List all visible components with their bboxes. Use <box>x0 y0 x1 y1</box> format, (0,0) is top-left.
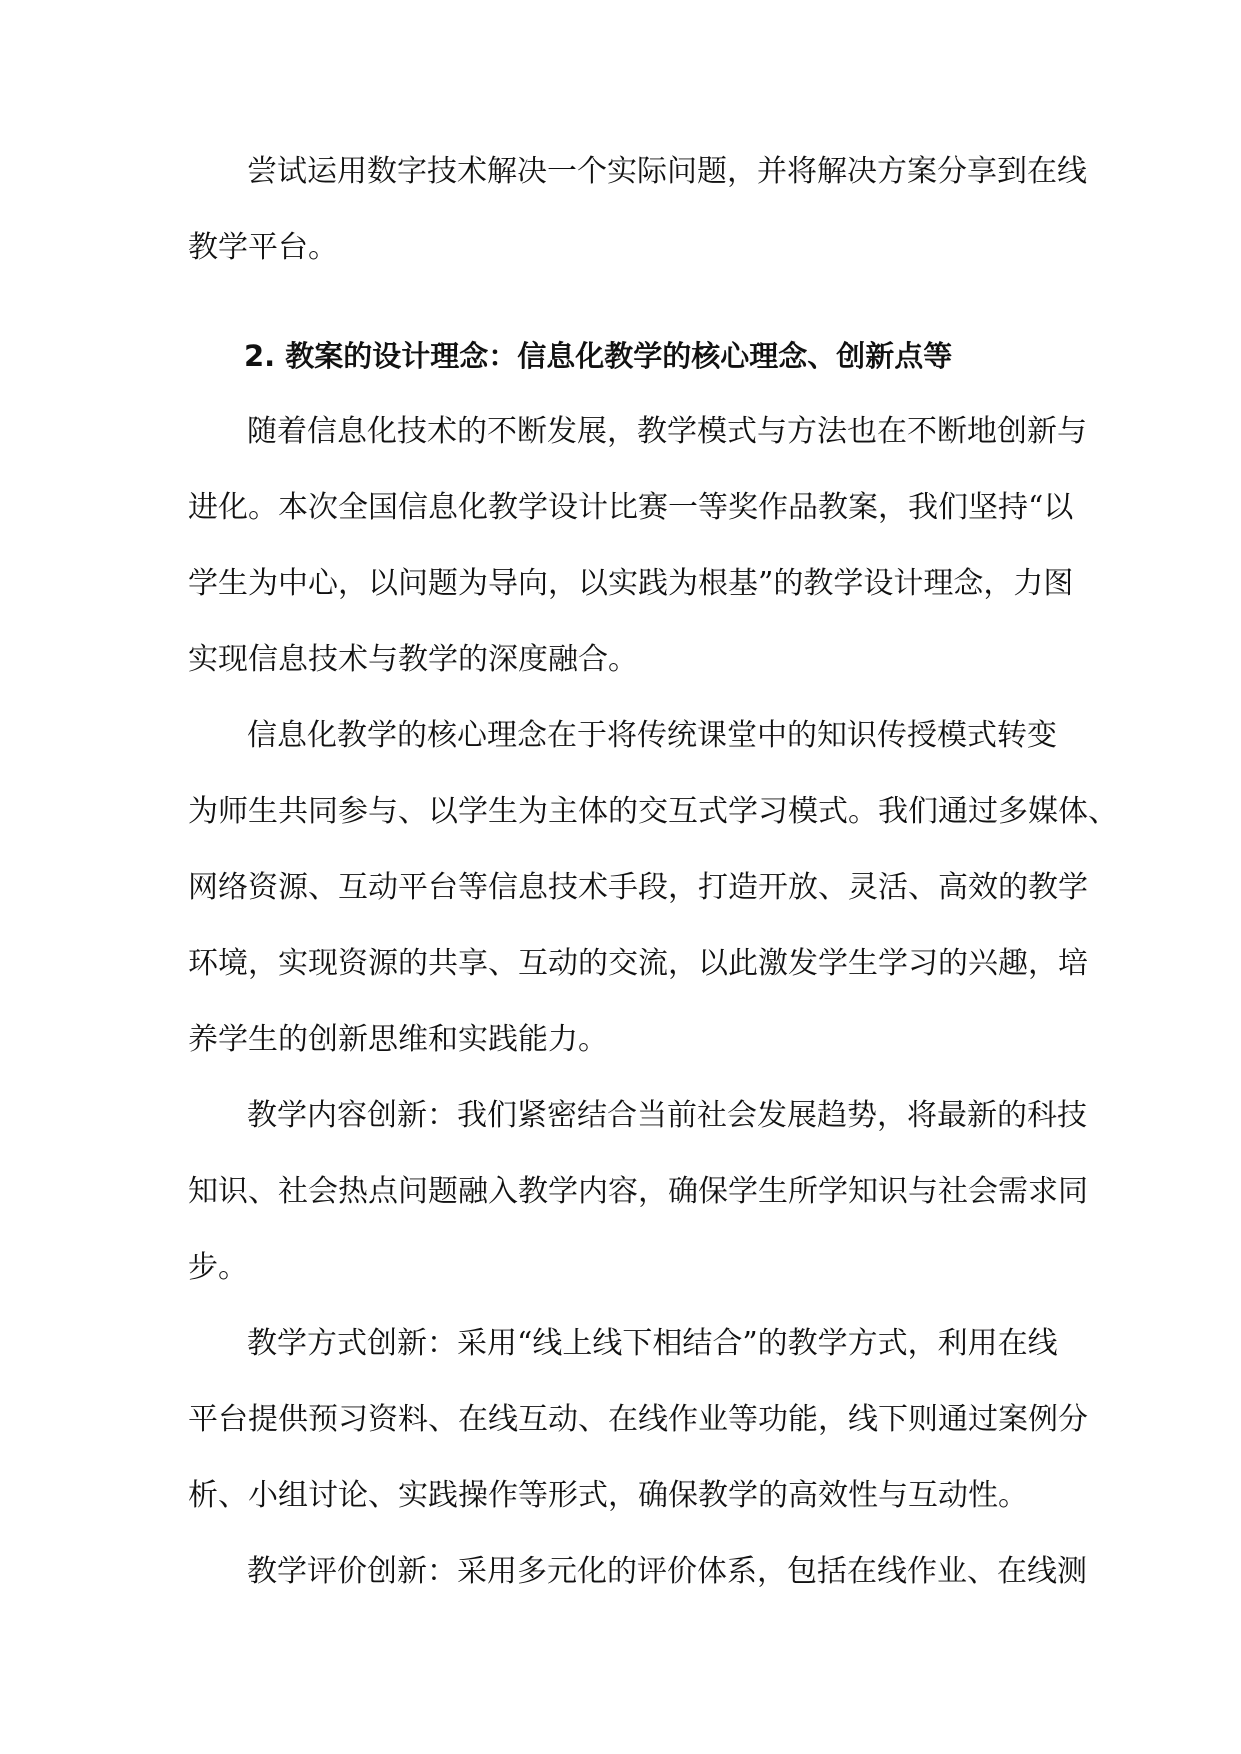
paragraph-line: 步。 <box>188 1250 248 1285</box>
paragraph-line: 为师生共同参与、以学生为主体的交互式学习模式。我们通过多媒体、 <box>188 794 1118 829</box>
paragraph-line: 教学平台。 <box>188 230 338 265</box>
paragraph-line: 信息化教学的核心理念在于将传统课堂中的知识传授模式转变 <box>247 718 1057 753</box>
paragraph-line: 教学评价创新：采用多元化的评价体系，包括在线作业、在线测 <box>247 1554 1087 1589</box>
paragraph-line: 教学内容创新：我们紧密结合当前社会发展趋势，将最新的科技 <box>247 1098 1087 1133</box>
paragraph-line: 养学生的创新思维和实践能力。 <box>188 1022 608 1057</box>
paragraph-line: 随着信息化技术的不断发展，教学模式与方法也在不断地创新与 <box>247 414 1087 449</box>
section-heading: 2. 教案的设计理念：信息化教学的核心理念、创新点等 <box>244 339 953 373</box>
paragraph-line: 尝试运用数字技术解决一个实际问题，并将解决方案分享到在线 <box>247 154 1087 189</box>
paragraph-line: 实现信息技术与教学的深度融合。 <box>188 642 638 677</box>
paragraph-line: 学生为中心，以问题为导向，以实践为根基”的教学设计理念，力图 <box>188 566 1074 601</box>
paragraph-line: 知识、社会热点问题融入教学内容，确保学生所学知识与社会需求同 <box>188 1174 1088 1209</box>
paragraph-line: 教学方式创新：采用“线上线下相结合”的教学方式，利用在线 <box>247 1326 1058 1361</box>
paragraph-line: 进化。本次全国信息化教学设计比赛一等奖作品教案，我们坚持“以 <box>188 490 1074 525</box>
paragraph-line: 环境，实现资源的共享、互动的交流，以此激发学生学习的兴趣，培 <box>188 946 1088 981</box>
paragraph-line: 网络资源、互动平台等信息技术手段，打造开放、灵活、高效的教学 <box>188 870 1088 905</box>
paragraph-line: 平台提供预习资料、在线互动、在线作业等功能，线下则通过案例分 <box>188 1402 1088 1437</box>
paragraph-line: 析、小组讨论、实践操作等形式，确保教学的高效性与互动性。 <box>188 1478 1028 1513</box>
